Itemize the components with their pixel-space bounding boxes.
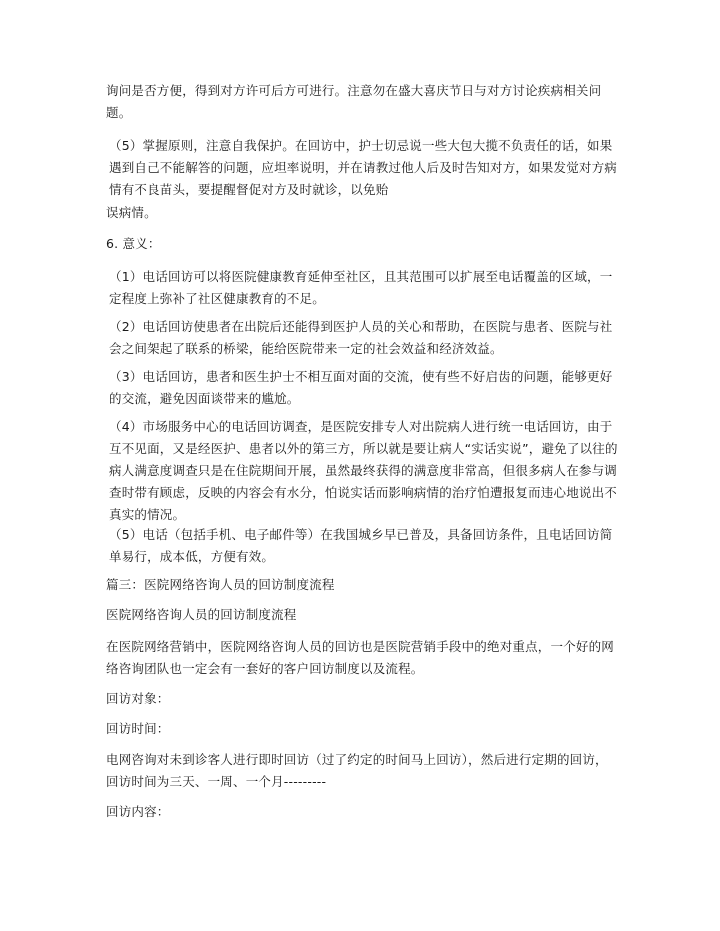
- paragraph-significance-5: （5）电话（包括手机、电子邮件等）在我国城乡早已普及，具备回访条件，且电话回访简单易行，成本低，方便有效。: [109, 527, 613, 564]
- label-followup-target: 回访对象：: [106, 691, 170, 706]
- paragraph-significance-1: （1）电话回访可以将医院健康教育延伸至社区，且其范围可以扩展至电话覆盖的区域，一定程度上弥补了社区健康教育的不足。: [109, 269, 613, 306]
- chapter-heading: 篇三：医院网络咨询人员的回访制度流程: [106, 577, 335, 592]
- paragraph-significance-4: （4）市场服务中心的电话回访调查，是医院安排专人对出院病人进行统一电话回访，由于互不见面，又是经医护、患者以外的第三方，所以就是要让病人“实话实说”，避免了以往的病人满意度调查只是在住院期间开展，虽然最终获得的满意度非常高，但很多病人在参与调查时带有顾虑，反映的内容会有水分，怕说实话而影响病情的治疗怕遭报复而违心地说出不真实的情况。: [109, 419, 618, 522]
- paragraph-continuation: 误病情。: [106, 205, 157, 220]
- paragraph-followup-schedule: 电网咨询对未到诊客人进行即时回访（过了约定的时间马上回访），然后进行定期的回访，回访时间为三天、一周、一个月---------: [106, 752, 608, 789]
- paragraph-significance-2: （2）电话回访使患者在出院后还能得到医护人员的关心和帮助，在医院与患者、医院与社会之间架起了联系的桥梁，能给医院带来一定的社会效益和经济效益。: [109, 319, 613, 356]
- paragraph-intro: 在医院网络营销中，医院网络咨询人员的回访也是医院营销手段中的绝对重点，一个好的网络咨询团队也一定会有一套好的客户回访制度以及流程。: [106, 639, 615, 676]
- paragraph-principle-5: （5）掌握原则，注意自我保护。在回访中，护士切忌说一些大包大揽不负责任的话，如果遇到自己不能解答的问题，应坦率说明，并在请教过他人后及时告知对方，如果发觉对方病情有不良苗头，要提醒督促对方及时就诊，以免贻: [109, 138, 618, 197]
- paragraph-significance-3: （3）电话回访，患者和医生护士不相互面对面的交流，使有些不好启齿的问题，能够更好的交流，避免因面谈带来的尴尬。: [109, 369, 613, 406]
- section-heading-significance: 6. 意义：: [106, 236, 161, 251]
- label-followup-content: 回访内容：: [106, 804, 170, 819]
- label-followup-time: 回访时间：: [106, 721, 170, 736]
- article-title: 医院网络咨询人员的回访制度流程: [106, 607, 297, 622]
- paragraph-consent: 询问是否方便，得到对方许可后方可进行。注意勿在盛大喜庆节日与对方讨论疾病相关问题。: [106, 83, 602, 120]
